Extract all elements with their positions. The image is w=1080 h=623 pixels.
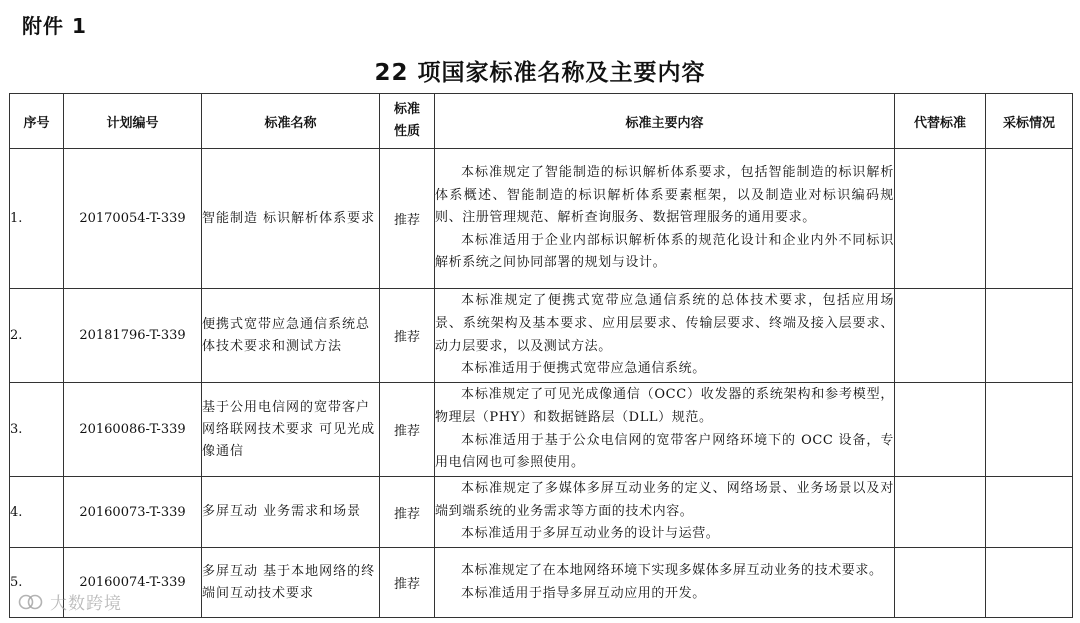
attachment-label: 附件 1: [22, 14, 87, 38]
row-plan-number: 20160074-T-339: [64, 548, 202, 618]
row-plan-number: 20181796-T-339: [64, 289, 202, 383]
row-adoption: [986, 477, 1073, 548]
row-nature: 推荐: [380, 548, 435, 618]
row-no: 1.: [10, 149, 64, 289]
row-content: [435, 383, 895, 477]
table-row: [10, 149, 1073, 289]
row-standard-name: 便携式宽带应急通信系统总体技术要求和测试方法: [202, 289, 380, 383]
header-main-content: 标准主要内容: [435, 94, 895, 149]
row-standard-name: 多屏互动 业务需求和场景: [202, 477, 380, 548]
content-paragraph: 本标准适用于企业内部标识解析体系的规范化设计和企业内外不同标识解析系统之间协同部署的规划与设计。: [435, 232, 894, 271]
row-content: [435, 477, 895, 548]
table-row: [10, 477, 1073, 548]
table-row: [10, 548, 1073, 618]
row-nature: 推荐: [380, 149, 435, 289]
content-paragraph: 本标准规定了智能制造的标识解析体系要求，包括智能制造的标识解析体系概述、智能制造的标识解析体系要素框架，以及制造业对标识编码规则、注册管理规范、解析查询服务、数据管理服务的通用要求。: [435, 165, 894, 226]
table-header-row: [10, 94, 1073, 149]
row-standard-name: 基于公用电信网的宽带客户网络联网技术要求 可见光成像通信: [202, 383, 380, 477]
row-plan-number: 20160086-T-339: [64, 383, 202, 477]
header-adoption: 采标情况: [986, 94, 1073, 149]
row-replaced-standard: [895, 149, 986, 289]
row-content: [435, 289, 895, 383]
table-row: [10, 383, 1073, 477]
header-nature-line1: 标准: [393, 102, 420, 117]
row-replaced-standard: [895, 383, 986, 477]
watermark-logo-icon: [18, 593, 44, 611]
header-standard-nature: [380, 94, 435, 149]
row-content: [435, 548, 895, 618]
row-no: 4.: [10, 477, 64, 548]
row-content: [435, 149, 895, 289]
row-nature: 推荐: [380, 289, 435, 383]
content-paragraph: 本标准适用于基于公众电信网的宽带客户网络环境下的 OCC 设备，专用电信网也可参照使用。: [435, 432, 894, 471]
row-plan-number: 20160073-T-339: [64, 477, 202, 548]
document-title: 22 项国家标准名称及主要内容: [374, 60, 706, 86]
content-paragraph: 本标准规定了可见光成像通信（OCC）收发器的系统架构和参考模型，物理层（PHY）和数据链路层（DLL）规范。: [435, 387, 894, 425]
content-paragraph: 本标准适用于指导多屏互动应用的开发。: [461, 585, 706, 601]
content-paragraph: 本标准适用于多屏互动业务的设计与运营。: [461, 526, 720, 542]
row-standard-name: 智能制造 标识解析体系要求: [202, 149, 380, 289]
header-nature-line2: 性质: [393, 124, 420, 139]
row-adoption: [986, 383, 1073, 477]
standards-table: [9, 93, 1073, 618]
row-plan-number: 20170054-T-339: [64, 149, 202, 289]
watermark-text: 大数跨境: [50, 594, 122, 614]
row-adoption: [986, 149, 1073, 289]
content-paragraph: 本标准规定了在本地网络环境下实现多媒体多屏互动业务的技术要求。: [461, 562, 883, 578]
content-paragraph: 本标准规定了便携式宽带应急通信系统的总体技术要求，包括应用场景、系统架构及基本要求、应用层要求、传输层要求、终端及接入层要求、动力层要求，以及测试方法。: [435, 293, 894, 354]
header-no: 序号: [10, 94, 64, 149]
row-adoption: [986, 289, 1073, 383]
row-replaced-standard: [895, 289, 986, 383]
content-paragraph: 本标准规定了多媒体多屏互动业务的定义、网络场景、业务场景以及对端到端系统的业务需求等方面的技术内容。: [435, 481, 894, 519]
watermark: [18, 589, 122, 614]
header-standard-name: 标准名称: [202, 94, 380, 149]
row-no: 3.: [10, 383, 64, 477]
content-paragraph: 本标准适用于便携式宽带应急通信系统。: [461, 361, 706, 377]
row-standard-name: 多屏互动 基于本地网络的终端间互动技术要求: [202, 548, 380, 618]
row-nature: 推荐: [380, 477, 435, 548]
row-nature: 推荐: [380, 383, 435, 477]
header-replaced-standard: 代替标准: [895, 94, 986, 149]
row-no: 2.: [10, 289, 64, 383]
row-replaced-standard: [895, 477, 986, 548]
row-no: 5.: [10, 548, 64, 618]
row-adoption: [986, 548, 1073, 618]
table-row: [10, 289, 1073, 383]
header-plan-number: 计划编号: [64, 94, 202, 149]
row-replaced-standard: [895, 548, 986, 618]
